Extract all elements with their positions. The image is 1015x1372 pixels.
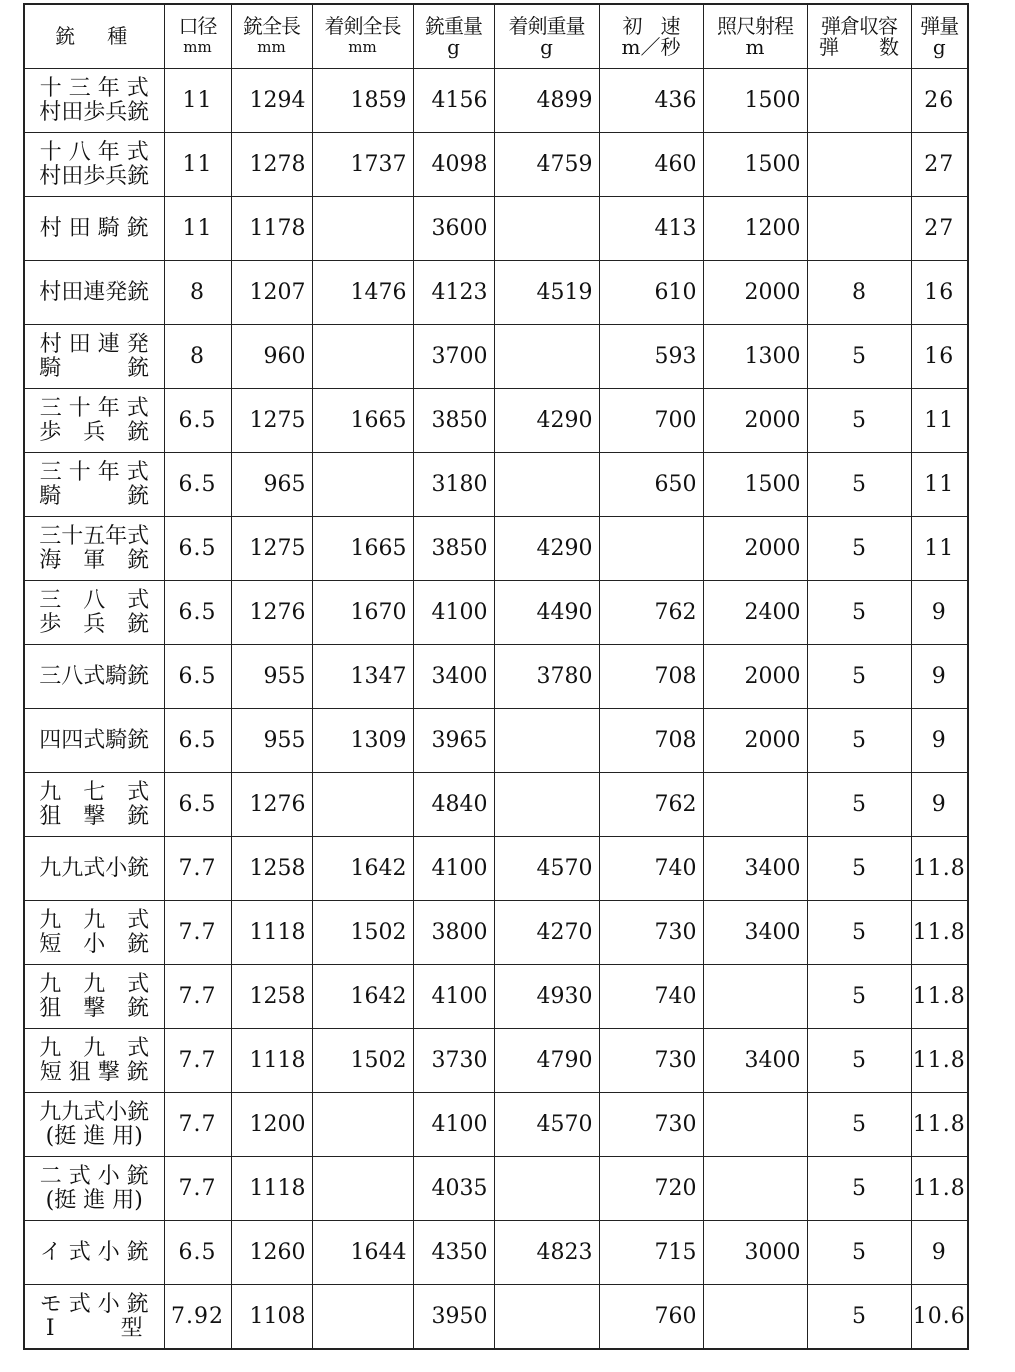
bayonet-length-cell: 1670 <box>312 581 413 645</box>
bayonet-length-cell: 1502 <box>312 901 413 965</box>
bayonet-weight-cell <box>494 197 599 261</box>
rifle-name-cell <box>24 773 164 837</box>
header-weight <box>413 4 494 69</box>
rifle-name-line: 三 十 年 式 <box>39 459 149 485</box>
header-unit: m／秒 <box>621 35 681 59</box>
rifle-name-cell <box>24 197 164 261</box>
magazine-cell: 5 <box>807 901 911 965</box>
bullet-weight-cell: 27 <box>911 133 968 197</box>
bayonet-weight-cell: 3780 <box>494 645 599 709</box>
header-unit: g <box>540 35 553 59</box>
velocity-cell: 700 <box>599 389 703 453</box>
magazine-cell: 5 <box>807 1285 911 1350</box>
header-bayonet-weight <box>494 4 599 69</box>
weight-cell: 4100 <box>413 1093 494 1157</box>
rifle-name-cell <box>24 645 164 709</box>
rifle-name-cell <box>24 517 164 581</box>
bayonet-weight-cell: 4790 <box>494 1029 599 1093</box>
weight-cell: 3800 <box>413 901 494 965</box>
sight-range-cell: 1200 <box>703 197 807 261</box>
magazine-cell: 5 <box>807 389 911 453</box>
bullet-weight-cell: 9 <box>911 581 968 645</box>
bayonet-weight-cell <box>494 325 599 389</box>
caliber-cell: 6.5 <box>164 645 231 709</box>
caliber-cell: 7.7 <box>164 1157 231 1221</box>
bayonet-length-cell <box>312 773 413 837</box>
bayonet-length-cell: 1309 <box>312 709 413 773</box>
length-cell: 1118 <box>231 1029 312 1093</box>
header-unit: g <box>447 35 460 59</box>
length-cell: 1108 <box>231 1285 312 1350</box>
rifle-name-line: (挺 進 用) <box>45 1187 143 1213</box>
bullet-weight-cell: 9 <box>911 645 968 709</box>
bayonet-weight-cell: 4270 <box>494 901 599 965</box>
header-label: 口径 <box>178 14 217 38</box>
header-label: 弾倉収容 <box>821 14 897 38</box>
bayonet-weight-cell: 4759 <box>494 133 599 197</box>
magazine-cell: 5 <box>807 1221 911 1285</box>
bullet-weight-cell: 9 <box>911 773 968 837</box>
caliber-cell: 6.5 <box>164 581 231 645</box>
length-cell: 1207 <box>231 261 312 325</box>
caliber-cell: 6.5 <box>164 709 231 773</box>
bayonet-length-cell <box>312 325 413 389</box>
header-bayonet-length <box>312 4 413 69</box>
bayonet-length-cell: 1665 <box>312 517 413 581</box>
rifle-name-line: 歩 兵 銃 <box>39 419 150 445</box>
weight-cell: 4350 <box>413 1221 494 1285</box>
rifle-name-cell <box>24 69 164 133</box>
bayonet-length-cell: 1476 <box>312 261 413 325</box>
length-cell: 1260 <box>231 1221 312 1285</box>
magazine-cell: 5 <box>807 709 911 773</box>
bullet-weight-cell: 11.8 <box>911 1093 968 1157</box>
bayonet-weight-cell <box>494 1285 599 1350</box>
magazine-cell: 5 <box>807 1157 911 1221</box>
weight-cell: 4035 <box>413 1157 494 1221</box>
magazine-cell <box>807 197 911 261</box>
header-bullet-weight <box>911 4 968 69</box>
bayonet-length-cell: 1665 <box>312 389 413 453</box>
rifle-name-line: イ 式 小 銃 <box>39 1239 149 1265</box>
header-type <box>24 4 164 69</box>
bayonet-length-cell: 1642 <box>312 837 413 901</box>
magazine-cell: 5 <box>807 773 911 837</box>
rifle-name-cell <box>24 389 164 453</box>
velocity-cell: 730 <box>599 1029 703 1093</box>
bayonet-length-cell: 1502 <box>312 1029 413 1093</box>
length-cell: 1275 <box>231 389 312 453</box>
header-length <box>231 4 312 69</box>
bayonet-length-cell <box>312 1285 413 1350</box>
header-label: 着剣全長 <box>324 14 401 38</box>
sight-range-cell <box>703 965 807 1029</box>
bayonet-length-cell <box>312 453 413 517</box>
rifle-name-line: 九 七 式 <box>39 779 150 805</box>
magazine-cell: 5 <box>807 645 911 709</box>
rifle-name-line: 三十五年式 <box>39 523 150 549</box>
bayonet-weight-cell: 4570 <box>494 837 599 901</box>
weight-cell: 3965 <box>413 709 494 773</box>
caliber-cell: 7.7 <box>164 901 231 965</box>
caliber-cell: 7.7 <box>164 965 231 1029</box>
sight-range-cell: 2000 <box>703 389 807 453</box>
velocity-cell: 730 <box>599 901 703 965</box>
velocity-cell: 762 <box>599 581 703 645</box>
header-label: 着剣重量 <box>508 14 585 38</box>
bullet-weight-cell: 11 <box>911 389 968 453</box>
rifle-name-line: 十 八 年 式 <box>39 139 149 165</box>
velocity-cell: 436 <box>599 69 703 133</box>
header-label: 弾量 <box>920 14 959 38</box>
sight-range-cell: 3400 <box>703 901 807 965</box>
header-unit: g <box>932 35 946 59</box>
rifle-name-cell <box>24 709 164 773</box>
weight-cell: 3850 <box>413 517 494 581</box>
bayonet-weight-cell <box>494 709 599 773</box>
rifle-name-cell <box>24 325 164 389</box>
bayonet-length-cell <box>312 1157 413 1221</box>
header-label: 銃 種 <box>55 24 134 48</box>
weight-cell: 3950 <box>413 1285 494 1350</box>
rifle-name-cell <box>24 901 164 965</box>
weight-cell: 3700 <box>413 325 494 389</box>
velocity-cell: 413 <box>599 197 703 261</box>
caliber-cell: 6.5 <box>164 517 231 581</box>
bayonet-weight-cell <box>494 1157 599 1221</box>
table-row <box>24 133 968 197</box>
rifle-name-cell <box>24 1221 164 1285</box>
weight-cell: 3730 <box>413 1029 494 1093</box>
velocity-cell <box>599 517 703 581</box>
rifle-name-line: モ 式 小 銃 <box>39 1291 149 1317</box>
bayonet-length-cell: 1642 <box>312 965 413 1029</box>
header-label: 照尺射程 <box>717 14 793 38</box>
header-label: 銃全長 <box>243 14 300 38</box>
rifle-name-line: 九 九 式 <box>39 971 150 997</box>
table-row <box>24 197 968 261</box>
rifle-name-line: 狙 撃 銃 <box>39 995 150 1021</box>
sight-range-cell: 3400 <box>703 1029 807 1093</box>
length-cell: 1258 <box>231 837 312 901</box>
rifle-name-line: 三 十 年 式 <box>39 395 149 421</box>
sight-range-cell: 1500 <box>703 69 807 133</box>
magazine-cell: 5 <box>807 837 911 901</box>
header-magazine <box>807 4 911 69</box>
table-row <box>24 837 968 901</box>
bayonet-weight-cell: 4490 <box>494 581 599 645</box>
table-row <box>24 453 968 517</box>
sight-range-cell: 2000 <box>703 517 807 581</box>
caliber-cell: 11 <box>164 69 231 133</box>
bayonet-weight-cell: 4290 <box>494 517 599 581</box>
header-caliber <box>164 4 231 69</box>
bayonet-weight-cell <box>494 453 599 517</box>
sight-range-cell: 1500 <box>703 133 807 197</box>
sight-range-cell: 1500 <box>703 453 807 517</box>
magazine-cell <box>807 69 911 133</box>
magazine-cell: 5 <box>807 325 911 389</box>
caliber-cell: 7.7 <box>164 1093 231 1157</box>
bullet-weight-cell: 9 <box>911 709 968 773</box>
rifle-name-line: 九 九 式 <box>39 1035 150 1061</box>
rifle-name-cell <box>24 133 164 197</box>
rifle-name-line: 海 軍 銃 <box>39 547 150 573</box>
header-unit: mm <box>257 38 286 56</box>
header-sight-range <box>703 4 807 69</box>
rifle-name-line: 四四式騎銃 <box>39 727 150 753</box>
sight-range-cell: 2000 <box>703 709 807 773</box>
header-unit: mm <box>183 38 212 56</box>
header-unit: 弾 数 <box>819 35 899 59</box>
bullet-weight-cell: 11 <box>911 453 968 517</box>
rifle-name-line: Ⅰ 型 <box>45 1315 143 1341</box>
rifle-name-cell <box>24 1285 164 1350</box>
magazine-cell <box>807 133 911 197</box>
weight-cell: 3180 <box>413 453 494 517</box>
table-row <box>24 325 968 389</box>
magazine-cell: 5 <box>807 965 911 1029</box>
rifle-name-line: 騎 銃 <box>39 355 150 381</box>
velocity-cell: 610 <box>599 261 703 325</box>
header-velocity <box>599 4 703 69</box>
table-row <box>24 773 968 837</box>
table-row <box>24 1285 968 1350</box>
bullet-weight-cell: 9 <box>911 1221 968 1285</box>
length-cell: 1276 <box>231 581 312 645</box>
weight-cell: 3600 <box>413 197 494 261</box>
length-cell: 1200 <box>231 1093 312 1157</box>
velocity-cell: 740 <box>599 965 703 1029</box>
sight-range-cell <box>703 1093 807 1157</box>
table-row <box>24 581 968 645</box>
velocity-cell: 720 <box>599 1157 703 1221</box>
table-row <box>24 517 968 581</box>
table-row <box>24 1093 968 1157</box>
table-row <box>24 389 968 453</box>
rifle-spec-table <box>23 3 969 1350</box>
bullet-weight-cell: 11.8 <box>911 837 968 901</box>
table-row <box>24 1221 968 1285</box>
length-cell: 1278 <box>231 133 312 197</box>
caliber-cell: 6.5 <box>164 1221 231 1285</box>
length-cell: 955 <box>231 645 312 709</box>
table-row <box>24 709 968 773</box>
length-cell: 1178 <box>231 197 312 261</box>
length-cell: 1275 <box>231 517 312 581</box>
bayonet-weight-cell: 4823 <box>494 1221 599 1285</box>
bayonet-weight-cell: 4570 <box>494 1093 599 1157</box>
caliber-cell: 7.7 <box>164 837 231 901</box>
bullet-weight-cell: 11.8 <box>911 901 968 965</box>
rifle-name-line: 短 狙 撃 銃 <box>39 1059 149 1085</box>
magazine-cell: 5 <box>807 1029 911 1093</box>
rifle-name-line: 歩 兵 銃 <box>39 611 150 637</box>
bayonet-weight-cell <box>494 773 599 837</box>
rifle-name-line: 三八式騎銃 <box>39 663 150 689</box>
sight-range-cell <box>703 1285 807 1350</box>
header-label: 初 速 <box>622 14 680 38</box>
rifle-name-line: 九 九 式 <box>39 907 150 933</box>
bullet-weight-cell: 27 <box>911 197 968 261</box>
rifle-name-cell <box>24 1093 164 1157</box>
table-row <box>24 69 968 133</box>
sight-range-cell: 2400 <box>703 581 807 645</box>
bayonet-weight-cell: 4519 <box>494 261 599 325</box>
weight-cell: 4098 <box>413 133 494 197</box>
caliber-cell: 7.92 <box>164 1285 231 1350</box>
table-row <box>24 1157 968 1221</box>
magazine-cell: 5 <box>807 581 911 645</box>
bayonet-length-cell <box>312 197 413 261</box>
length-cell: 1258 <box>231 965 312 1029</box>
length-cell: 1294 <box>231 69 312 133</box>
rifle-name-line: 村 田 連 発 <box>39 331 149 357</box>
rifle-name-line: 短 小 銃 <box>39 931 150 957</box>
bayonet-length-cell: 1644 <box>312 1221 413 1285</box>
sight-range-cell: 1300 <box>703 325 807 389</box>
rifle-name-cell <box>24 261 164 325</box>
rifle-name-cell <box>24 1029 164 1093</box>
weight-cell: 4156 <box>413 69 494 133</box>
bullet-weight-cell: 11.8 <box>911 1157 968 1221</box>
bayonet-weight-cell: 4930 <box>494 965 599 1029</box>
sight-range-cell: 2000 <box>703 261 807 325</box>
weight-cell: 4100 <box>413 581 494 645</box>
caliber-cell: 6.5 <box>164 389 231 453</box>
velocity-cell: 740 <box>599 837 703 901</box>
rifle-name-line: 九九式小銃 <box>39 855 150 881</box>
sight-range-cell: 2000 <box>703 645 807 709</box>
rifle-name-line: 九九式小銃 <box>39 1099 150 1125</box>
caliber-cell: 8 <box>164 325 231 389</box>
bullet-weight-cell: 26 <box>911 69 968 133</box>
sight-range-cell: 3400 <box>703 837 807 901</box>
bullet-weight-cell: 16 <box>911 325 968 389</box>
table-row <box>24 1029 968 1093</box>
rifle-name-cell <box>24 1157 164 1221</box>
sight-range-cell <box>703 1157 807 1221</box>
weight-cell: 4123 <box>413 261 494 325</box>
rifle-name-line: 騎 銃 <box>39 483 150 509</box>
rifle-name-cell <box>24 453 164 517</box>
velocity-cell: 760 <box>599 1285 703 1350</box>
velocity-cell: 708 <box>599 645 703 709</box>
header-unit: m <box>745 35 765 59</box>
caliber-cell: 11 <box>164 197 231 261</box>
bullet-weight-cell: 11.8 <box>911 965 968 1029</box>
weight-cell: 4840 <box>413 773 494 837</box>
length-cell: 965 <box>231 453 312 517</box>
caliber-cell: 6.5 <box>164 773 231 837</box>
rifle-name-line: 村田歩兵銃 <box>39 99 150 125</box>
bullet-weight-cell: 11.8 <box>911 1029 968 1093</box>
bayonet-weight-cell: 4290 <box>494 389 599 453</box>
caliber-cell: 7.7 <box>164 1029 231 1093</box>
velocity-cell: 715 <box>599 1221 703 1285</box>
rifle-name-line: 狙 撃 銃 <box>39 803 150 829</box>
rifle-name-line: (挺 進 用) <box>45 1123 143 1149</box>
bayonet-length-cell: 1737 <box>312 133 413 197</box>
length-cell: 960 <box>231 325 312 389</box>
magazine-cell: 5 <box>807 1093 911 1157</box>
rifle-name-cell <box>24 837 164 901</box>
rifle-name-line: 村 田 騎 銃 <box>39 215 149 241</box>
sight-range-cell <box>703 773 807 837</box>
weight-cell: 3400 <box>413 645 494 709</box>
table-row <box>24 965 968 1029</box>
bayonet-weight-cell: 4899 <box>494 69 599 133</box>
caliber-cell: 11 <box>164 133 231 197</box>
velocity-cell: 593 <box>599 325 703 389</box>
rifle-name-line: 村田歩兵銃 <box>39 163 150 189</box>
rifle-name-line: 十 三 年 式 <box>39 75 149 101</box>
header-label: 銃重量 <box>425 14 482 38</box>
rifle-name-cell <box>24 965 164 1029</box>
velocity-cell: 460 <box>599 133 703 197</box>
magazine-cell: 8 <box>807 261 911 325</box>
table-row <box>24 645 968 709</box>
table-row <box>24 261 968 325</box>
table-body <box>24 69 968 1350</box>
length-cell: 1118 <box>231 1157 312 1221</box>
bullet-weight-cell: 11 <box>911 517 968 581</box>
magazine-cell: 5 <box>807 517 911 581</box>
bayonet-length-cell <box>312 1093 413 1157</box>
velocity-cell: 650 <box>599 453 703 517</box>
length-cell: 955 <box>231 709 312 773</box>
weight-cell: 3850 <box>413 389 494 453</box>
rifle-name-cell <box>24 581 164 645</box>
table-row <box>24 901 968 965</box>
weight-cell: 4100 <box>413 965 494 1029</box>
magazine-cell: 5 <box>807 453 911 517</box>
velocity-cell: 762 <box>599 773 703 837</box>
header-unit: mm <box>348 38 377 56</box>
caliber-cell: 6.5 <box>164 453 231 517</box>
velocity-cell: 730 <box>599 1093 703 1157</box>
bullet-weight-cell: 10.6 <box>911 1285 968 1350</box>
caliber-cell: 8 <box>164 261 231 325</box>
weight-cell: 4100 <box>413 837 494 901</box>
bullet-weight-cell: 16 <box>911 261 968 325</box>
bayonet-length-cell: 1859 <box>312 69 413 133</box>
sight-range-cell: 3000 <box>703 1221 807 1285</box>
rifle-name-line: 村田連発銃 <box>39 279 150 305</box>
velocity-cell: 708 <box>599 709 703 773</box>
rifle-name-line: 二 式 小 銃 <box>39 1163 149 1189</box>
bayonet-length-cell: 1347 <box>312 645 413 709</box>
length-cell: 1118 <box>231 901 312 965</box>
rifle-name-line: 三 八 式 <box>39 587 150 613</box>
header-row <box>24 4 968 69</box>
length-cell: 1276 <box>231 773 312 837</box>
